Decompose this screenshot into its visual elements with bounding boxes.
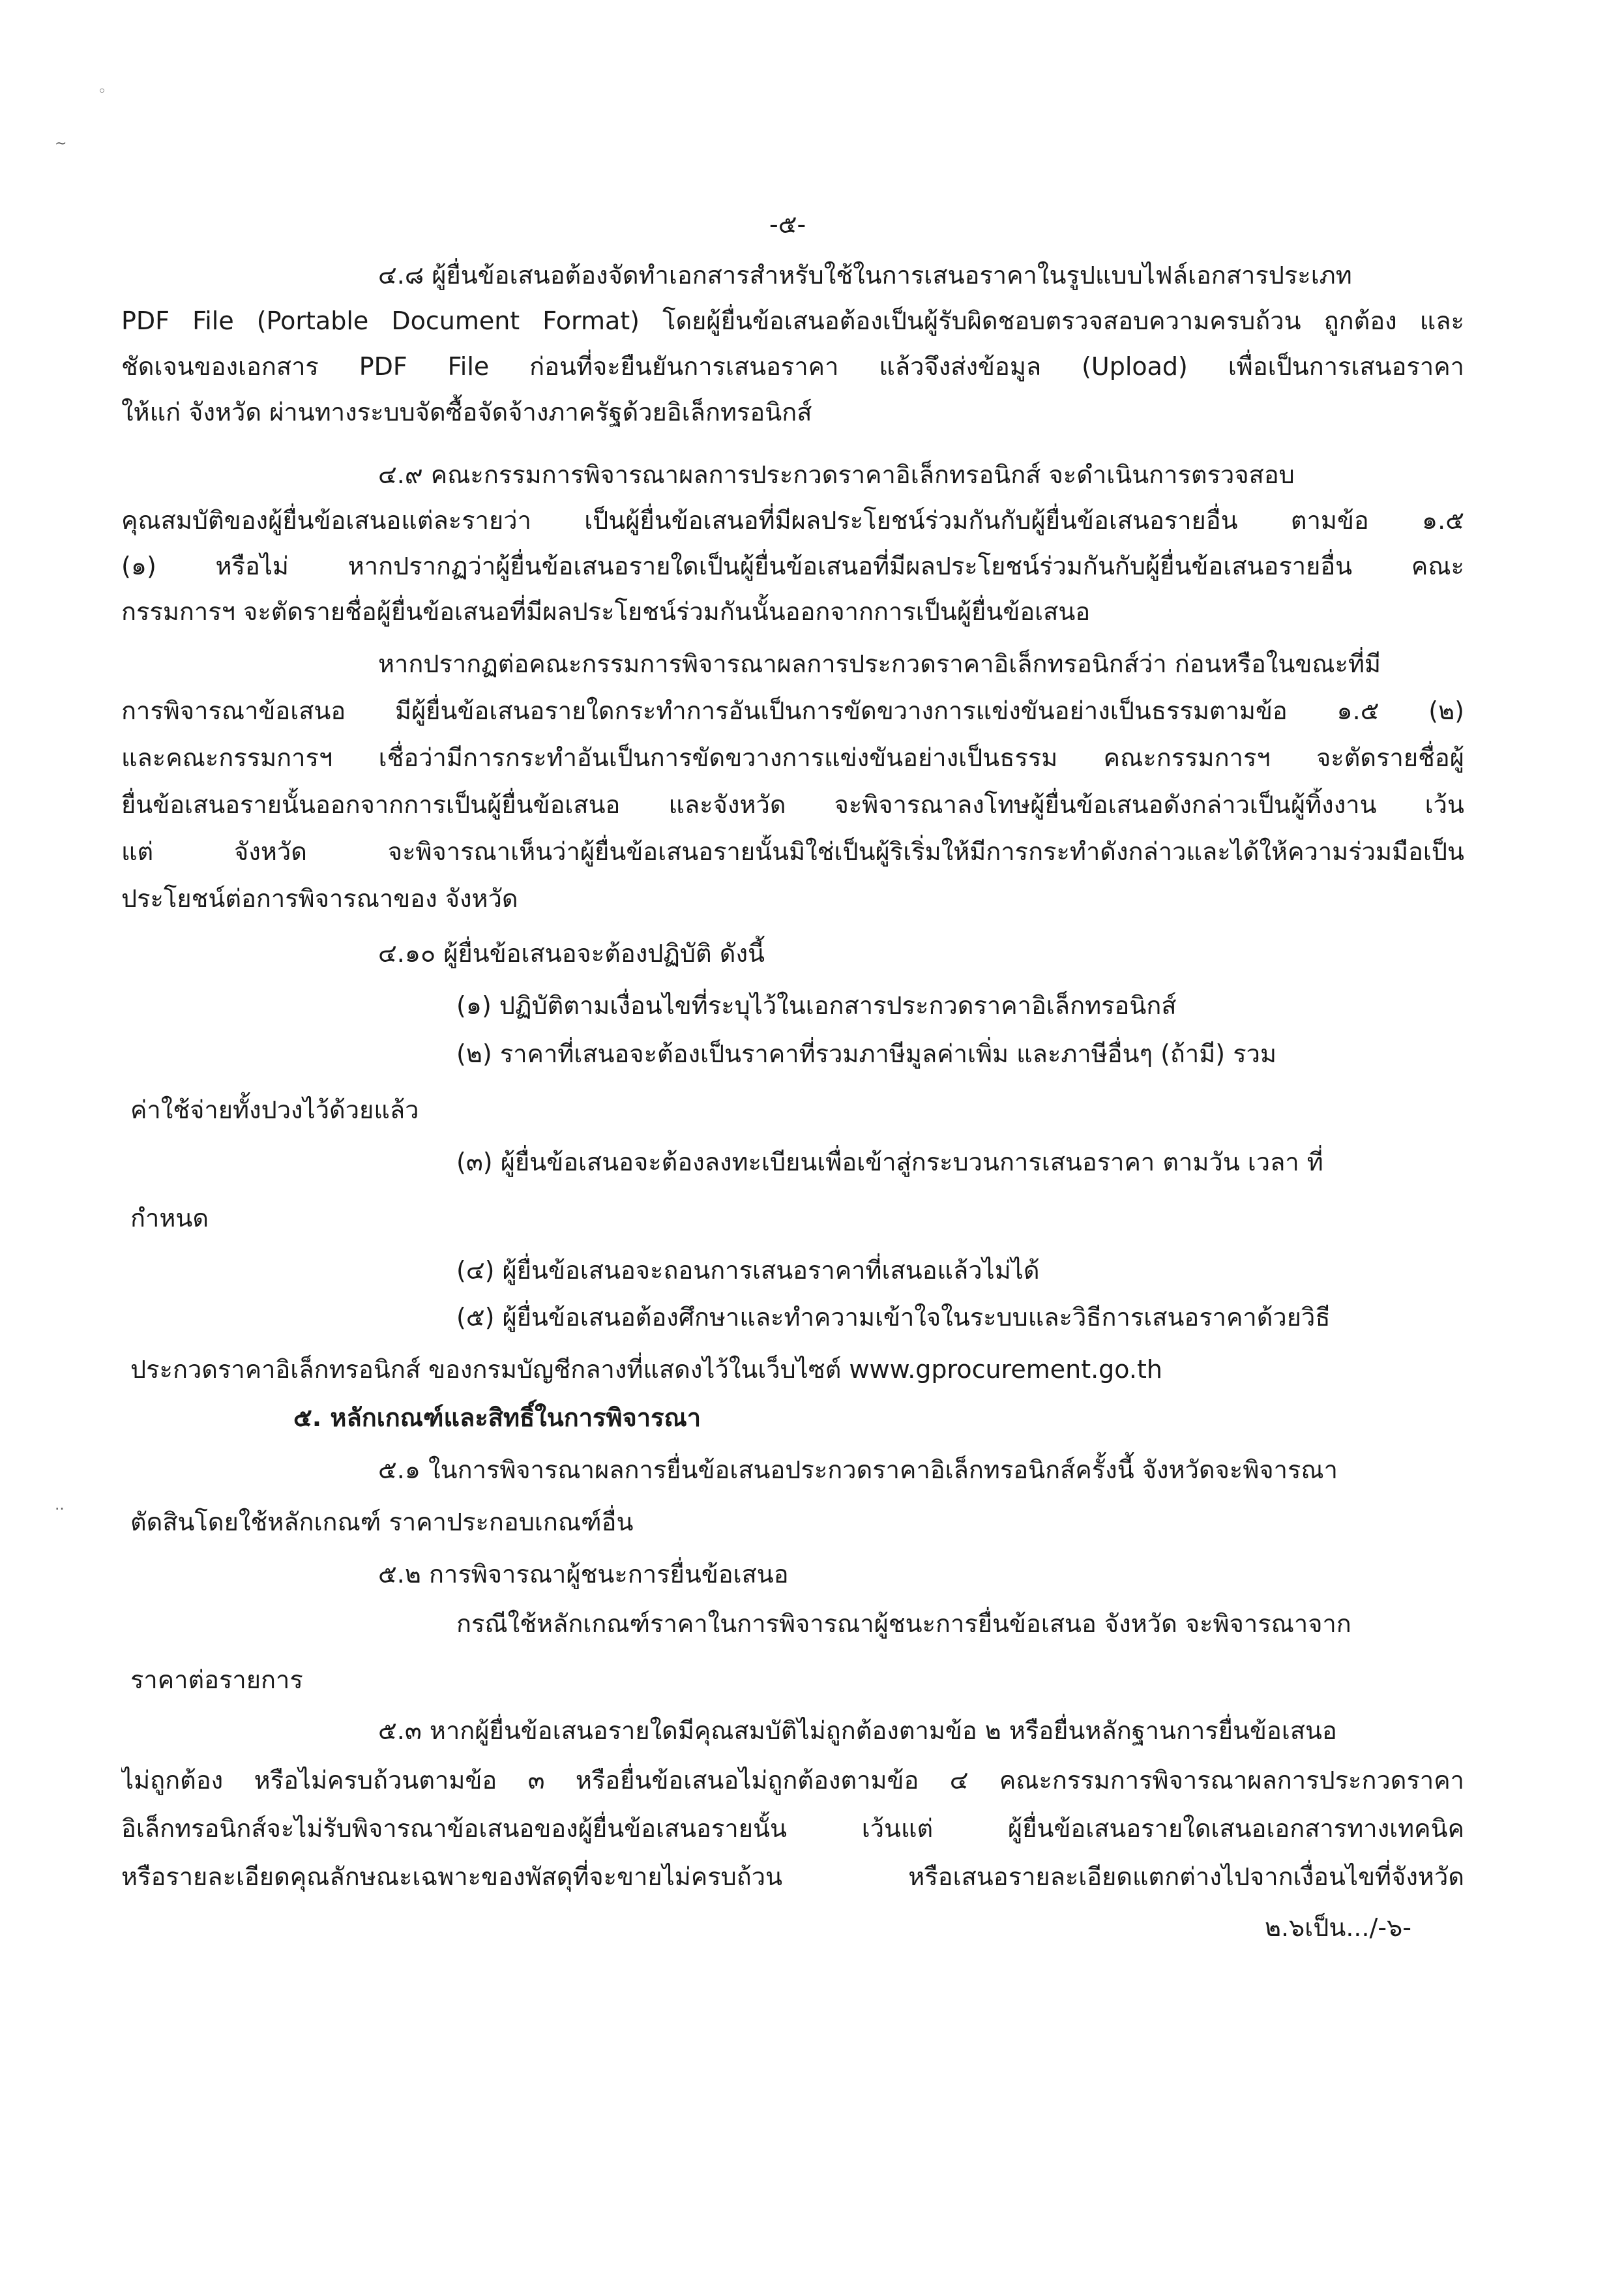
section-5-heading: ๕. หลักเกณฑ์และสิทธิ์ในการพิจารณา — [293, 1403, 701, 1432]
section-5-2-line: ราคาต่อรายการ — [130, 1665, 303, 1694]
section-4-8-line: PDF File (Portable Document Format) โดยผู้ยื่นข้อเสนอต้องเป็นผู้รับผิดชอบตรวจสอบความครบถ้วน ถูกต้อง และ — [121, 306, 1464, 335]
section-5-3-line: อิเล็กทรอนิกส์จะไม่รับพิจารณาข้อเสนอของผู้ยื่นข้อเสนอรายนั้น เว้นแต่ ผู้ยื่นข้อเสนอรายใดเสนอเอกสารทางเทคนิค — [121, 1814, 1464, 1843]
list-item-1: (๑) ปฏิบัติตามเงื่อนไขที่ระบุไว้ในเอกสารประกวดราคาอิเล็กทรอนิกส์ — [456, 991, 1177, 1020]
section-5-2-line: ๕.๒ การพิจารณาผู้ชนะการยื่นข้อเสนอ — [378, 1560, 789, 1588]
section-4-10-line: ๔.๑๐ ผู้ยื่นข้อเสนอจะต้องปฏิบัติ ดังนี้ — [378, 939, 765, 968]
list-item-2: (๒) ราคาที่เสนอจะต้องเป็นราคาที่รวมภาษีมูลค่าเพิ่ม และภาษีอื่นๆ (ถ้ามี) รวม — [456, 1039, 1277, 1068]
scan-speck: ◦ — [98, 83, 106, 100]
paragraph-line: ประโยชน์ต่อการพิจารณาของ จังหวัด — [121, 884, 518, 913]
list-item-4: (๔) ผู้ยื่นข้อเสนอจะถอนการเสนอราคาที่เสนอแล้วไม่ได้ — [456, 1256, 1040, 1285]
section-4-9-line: คุณสมบัติของผู้ยื่นข้อเสนอแต่ละรายว่า เป็นผู้ยื่นข้อเสนอที่มีผลประโยชน์ร่วมกันกับผู้ยื่นข้อเสนอรายอื่น ตามข้อ ๑.๕ — [121, 506, 1464, 535]
paragraph-line: การพิจารณาข้อเสนอ มีผู้ยื่นข้อเสนอรายใดกระทำการอันเป็นการขัดขวางการแข่งขันอย่างเป็นธรรมตามข้อ ๑.๕ (๒) — [121, 696, 1464, 725]
page-number: -๕- — [769, 210, 806, 239]
section-5-1-line: ตัดสินโดยใช้หลักเกณฑ์ ราคาประกอบเกณฑ์อื่น — [130, 1508, 634, 1536]
list-item-2-cont: ค่าใช้จ่ายทั้งปวงไว้ด้วยแล้ว — [130, 1096, 419, 1124]
section-4-8-line: ให้แก่ จังหวัด ผ่านทางระบบจัดซื้อจัดจ้างภาครัฐด้วยอิเล็กทรอนิกส์ — [121, 398, 812, 426]
section-5-1-line: ๕.๑ ในการพิจารณาผลการยื่นข้อเสนอประกวดราคาอิเล็กทรอนิกส์ครั้งนี้ จังหวัดจะพิจารณา — [378, 1455, 1338, 1484]
list-item-3-cont: กำหนด — [130, 1204, 209, 1232]
paragraph-line: หากปรากฏต่อคณะกรรมการพิจารณาผลการประกวดราคาอิเล็กทรอนิกส์ว่า ก่อนหรือในขณะที่มี — [378, 649, 1381, 678]
list-item-3: (๓) ผู้ยื่นข้อเสนอจะต้องลงทะเบียนเพื่อเข้าสู่กระบวนการเสนอราคา ตามวัน เวลา ที่ — [456, 1148, 1323, 1176]
paragraph-line: แต่ จังหวัด จะพิจารณาเห็นว่าผู้ยื่นข้อเสนอรายนั้นมิใช่เป็นผู้ริเริ่มให้มีการกระทำดังกล่าวและได้ให้ความร่วมมือเป็น — [121, 837, 1464, 866]
section-4-9-line: กรรมการฯ จะตัดรายชื่อผู้ยื่นข้อเสนอที่มีผลประโยชน์ร่วมกันนั้นออกจากการเป็นผู้ยื่นข้อเสนอ — [121, 597, 1091, 626]
section-5-3-line: หรือรายละเอียดคุณลักษณะเฉพาะของพัสดุที่จะขายไม่ครบถ้วน หรือเสนอรายละเอียดแตกต่างไปจากเงื่อนไขที่จังหวัด — [121, 1862, 1464, 1891]
section-4-9-line: (๑) หรือไม่ หากปรากฏว่าผู้ยื่นข้อเสนอรายใดเป็นผู้ยื่นข้อเสนอที่มีผลประโยชน์ร่วมกันกับผู้ยื่นข้อเสนอรายอื่น คณะ — [121, 552, 1464, 580]
list-item-5: (๕) ผู้ยื่นข้อเสนอต้องศึกษาและทำความเข้าใจในระบบและวิธีการเสนอราคาด้วยวิธี — [456, 1303, 1331, 1332]
list-item-5-cont: ประกวดราคาอิเล็กทรอนิกส์ ของกรมบัญชีกลางที่แสดงไว้ในเว็บไซต์ www.gprocurement.go.th — [130, 1355, 1162, 1384]
section-5-3-line: ไม่ถูกต้อง หรือไม่ครบถ้วนตามข้อ ๓ หรือยื่นข้อเสนอไม่ถูกต้องตามข้อ ๔ คณะกรรมการพิจารณาผลการประกวดราคา — [121, 1766, 1464, 1795]
scan-speck: ‥ — [55, 1497, 65, 1513]
section-4-9-line: ๔.๙ คณะกรรมการพิจารณาผลการประกวดราคาอิเล็กทรอนิกส์ จะดำเนินการตรวจสอบ — [378, 460, 1295, 489]
section-4-8-line: ชัดเจนของเอกสาร PDF File ก่อนที่จะยืนยันการเสนอราคา แล้วจึงส่งข้อมูล (Upload) เพื่อเป็นการเสนอราคา — [121, 352, 1464, 381]
paragraph-line: ยื่นข้อเสนอรายนั้นออกจากการเป็นผู้ยื่นข้อเสนอ และจังหวัด จะพิจารณาลงโทษผู้ยื่นข้อเสนอดังกล่าวเป็นผู้ทิ้งงาน เว้น — [121, 790, 1464, 819]
scan-speck: ~ — [55, 136, 67, 152]
page-footer-continuation: ๒.๖เป็น.../-๖- — [1265, 1913, 1411, 1942]
section-5-2-line: กรณีใช้หลักเกณฑ์ราคาในการพิจารณาผู้ชนะการยื่นข้อเสนอ จังหวัด จะพิจารณาจาก — [456, 1609, 1351, 1638]
paragraph-line: และคณะกรรมการฯ เชื่อว่ามีการกระทำอันเป็นการขัดขวางการแข่งขันอย่างเป็นธรรม คณะกรรมการฯ จะตัดรายชื่อผู้ — [121, 743, 1464, 772]
section-5-3-line: ๕.๓ หากผู้ยื่นข้อเสนอรายใดมีคุณสมบัติไม่ถูกต้องตามข้อ ๒ หรือยื่นหลักฐานการยื่นข้อเสนอ — [378, 1716, 1337, 1745]
section-4-8-line: ๔.๘ ผู้ยื่นข้อเสนอต้องจัดทำเอกสารสำหรับใช้ในการเสนอราคาในรูปแบบไฟล์เอกสารประเภท — [378, 261, 1352, 290]
